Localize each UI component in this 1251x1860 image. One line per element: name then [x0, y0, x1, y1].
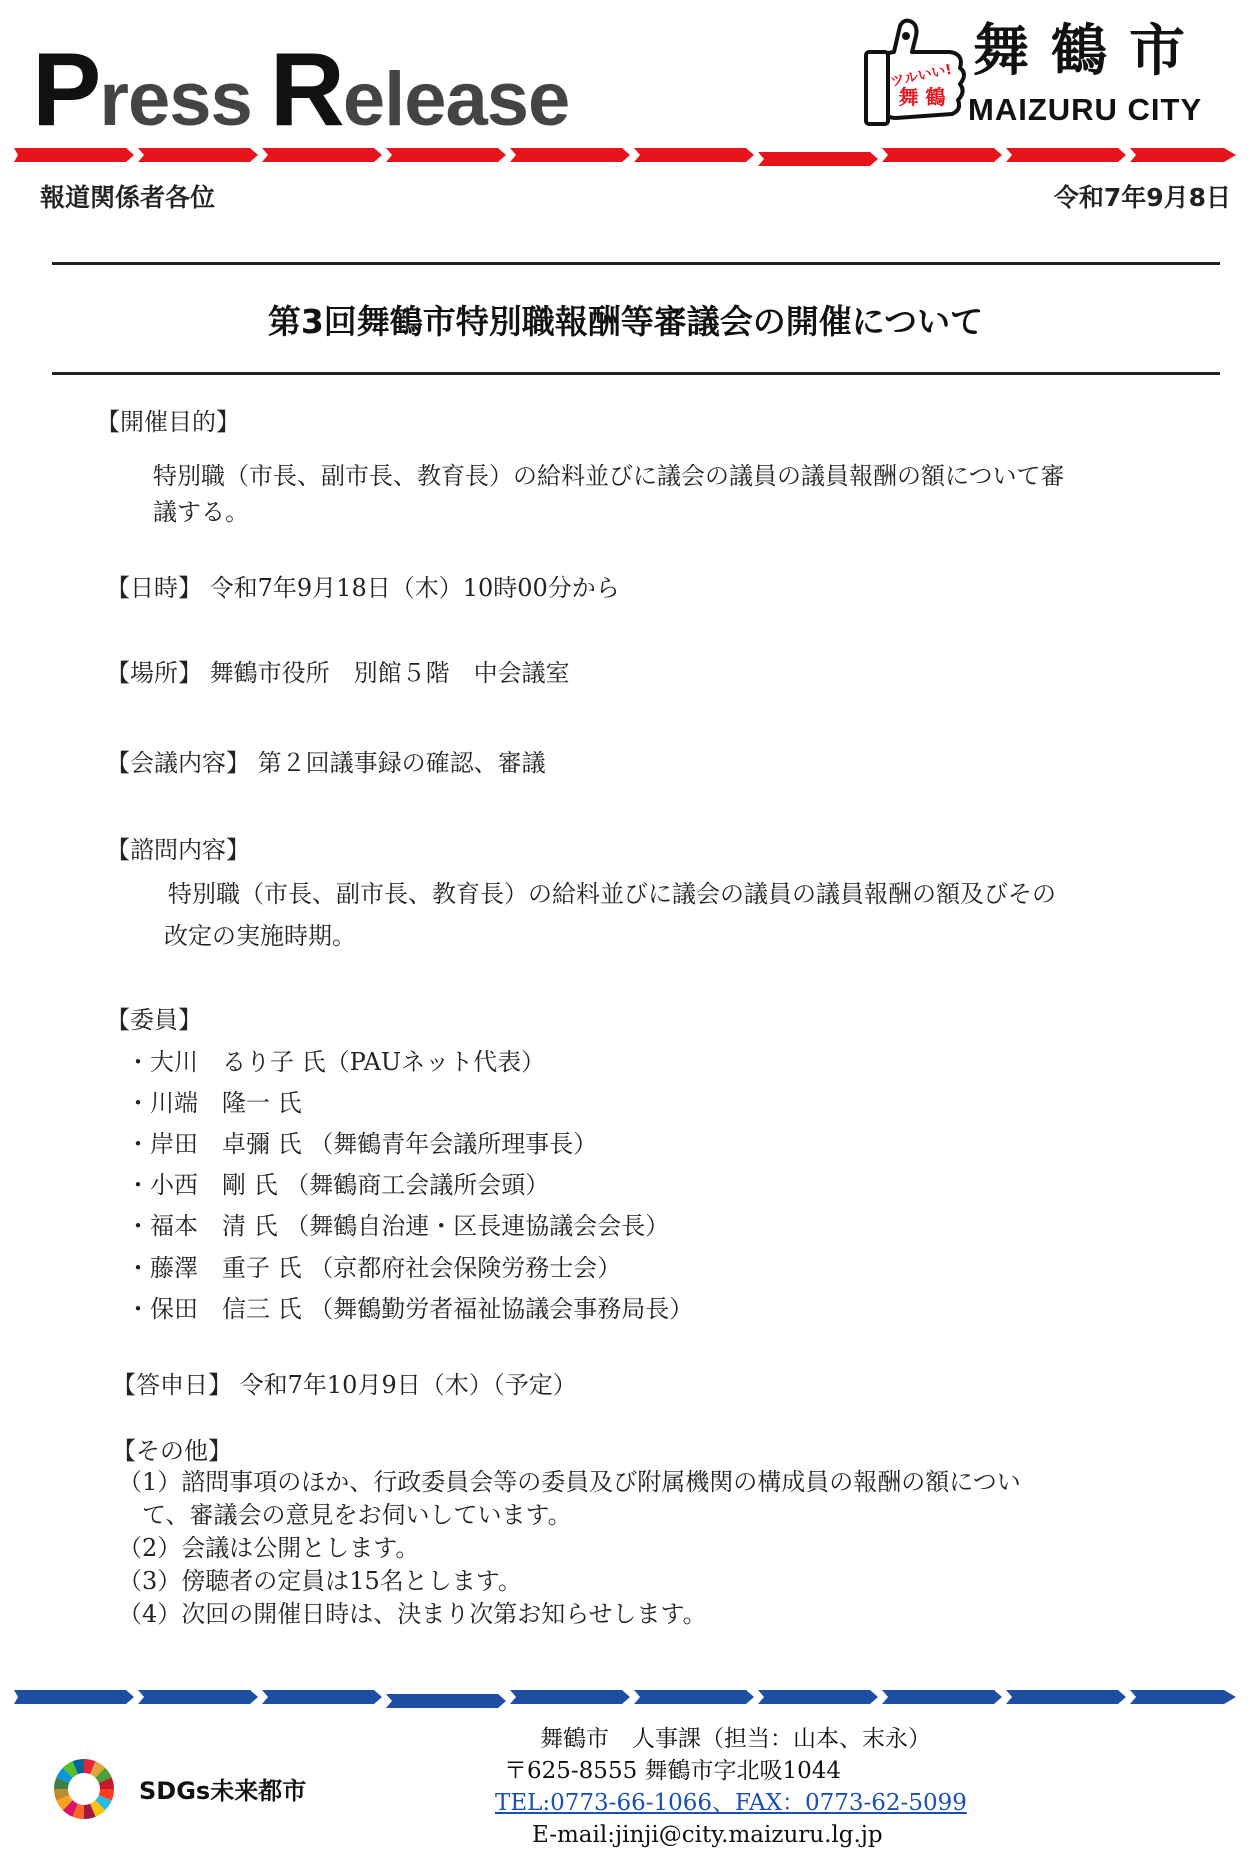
member-item: ・小西 剛 氏 （舞鶴商工会議所会頭） [126, 1171, 550, 1199]
city-name-kanji: 舞鶴市 [973, 19, 1207, 84]
document-title: 第3回舞鶴市特別職報酬等審議会の開催について [267, 302, 984, 341]
logo-hand-text-2: 舞 鶴 [898, 85, 946, 109]
release-date: 令和7年9月8日 [1053, 183, 1231, 212]
logo-hand-text-1: ツルいい! [888, 61, 954, 91]
purpose-line-1: 特別職（市長、副市長、教育長）の給料並びに議会の議員の議員報酬の額について審 [153, 462, 1065, 490]
place-heading: 【場所】 [106, 659, 202, 687]
member-item: ・大川 るり子 氏（PAUネット代表） [126, 1048, 546, 1076]
content-row [106, 745, 546, 781]
member-item: ・川端 隆一 氏 [126, 1089, 302, 1117]
member-item: ・保田 信三 氏 （舞鶴勤労者福祉協議会事務局長） [126, 1295, 694, 1323]
content-heading: 【会議内容】 [106, 749, 250, 777]
datetime-heading: 【日時】 [106, 574, 202, 602]
inquiry-line-2: 改定の実施時期。 [164, 922, 356, 950]
blue-footer-band [14, 1686, 1236, 1708]
report-row [112, 1367, 577, 1403]
content-value: 第２回議事録の確認、審議 [257, 749, 546, 777]
purpose-heading: 【開催目的】 [96, 408, 240, 436]
report-value: 令和7年10月9日（木）（予定） [239, 1371, 577, 1399]
contact-address: 〒625-8555 舞鶴市字北吸1044 [504, 1758, 842, 1784]
release-rest: elease [342, 57, 570, 142]
press-rest: ress [99, 57, 252, 142]
place-value: 舞鶴市役所 別館５階 中会議室 [209, 659, 570, 687]
red-header-band [14, 144, 1236, 166]
other-item: て、審議会の意見をお伺いしています。 [118, 1501, 572, 1529]
members-heading: 【委員】 [106, 1006, 202, 1034]
member-item: ・岸田 卓彌 氏 （舞鶴青年会議所理事長） [126, 1130, 598, 1158]
contact-email: E-mail:jinji@city.maizuru.lg.jp [532, 1822, 883, 1848]
release-initial: R [269, 32, 343, 148]
contact-department: 舞鶴市 人事課（担当：山本、末永） [540, 1726, 931, 1752]
press-initial: P [32, 32, 100, 148]
other-item: （2）会議は公開とします。 [118, 1534, 420, 1562]
member-item: ・藤澤 重子 氏 （京都府社会保険労務士会） [126, 1254, 622, 1282]
other-item: （4）次回の開催日時は、決まり次第お知らせします。 [118, 1600, 707, 1628]
contact-phone-link[interactable]: TEL:0773-66-1066、FAX：0773-62-5099 [495, 1790, 967, 1816]
place-row [106, 655, 570, 691]
purpose-line-2: 議する。 [153, 498, 249, 526]
member-item: ・福本 清 氏 （舞鶴自治連・区長連協議会会長） [126, 1212, 670, 1240]
other-item: （1）諮問事項のほか、行政委員会等の委員及び附属機関の構成員の報酬の額につい [118, 1468, 1021, 1496]
title-top-rule [52, 262, 1220, 265]
sdgs-wheel-icon [52, 1757, 116, 1821]
inquiry-line-1: 特別職（市長、副市長、教育長）の給料並びに議会の議員の議員報酬の額及びその [168, 880, 1056, 908]
other-heading: 【その他】 [112, 1437, 232, 1465]
addressee: 報道関係者各位 [40, 183, 216, 212]
sdgs-future-city-label: SDGs未来都市 [139, 1777, 307, 1805]
title-bottom-rule [52, 372, 1220, 375]
datetime-value: 令和7年9月18日（木）10時00分から [209, 574, 620, 602]
press-release-title [32, 32, 570, 148]
maizuru-thumbs-up-logo-icon [860, 18, 978, 138]
other-item: （3）傍聴者の定員は15名とします。 [118, 1567, 522, 1595]
city-name-english: MAIZURU CITY [968, 92, 1203, 127]
report-heading: 【答申日】 [112, 1371, 232, 1399]
datetime-row [106, 570, 620, 606]
inquiry-heading: 【諮問内容】 [106, 836, 250, 864]
